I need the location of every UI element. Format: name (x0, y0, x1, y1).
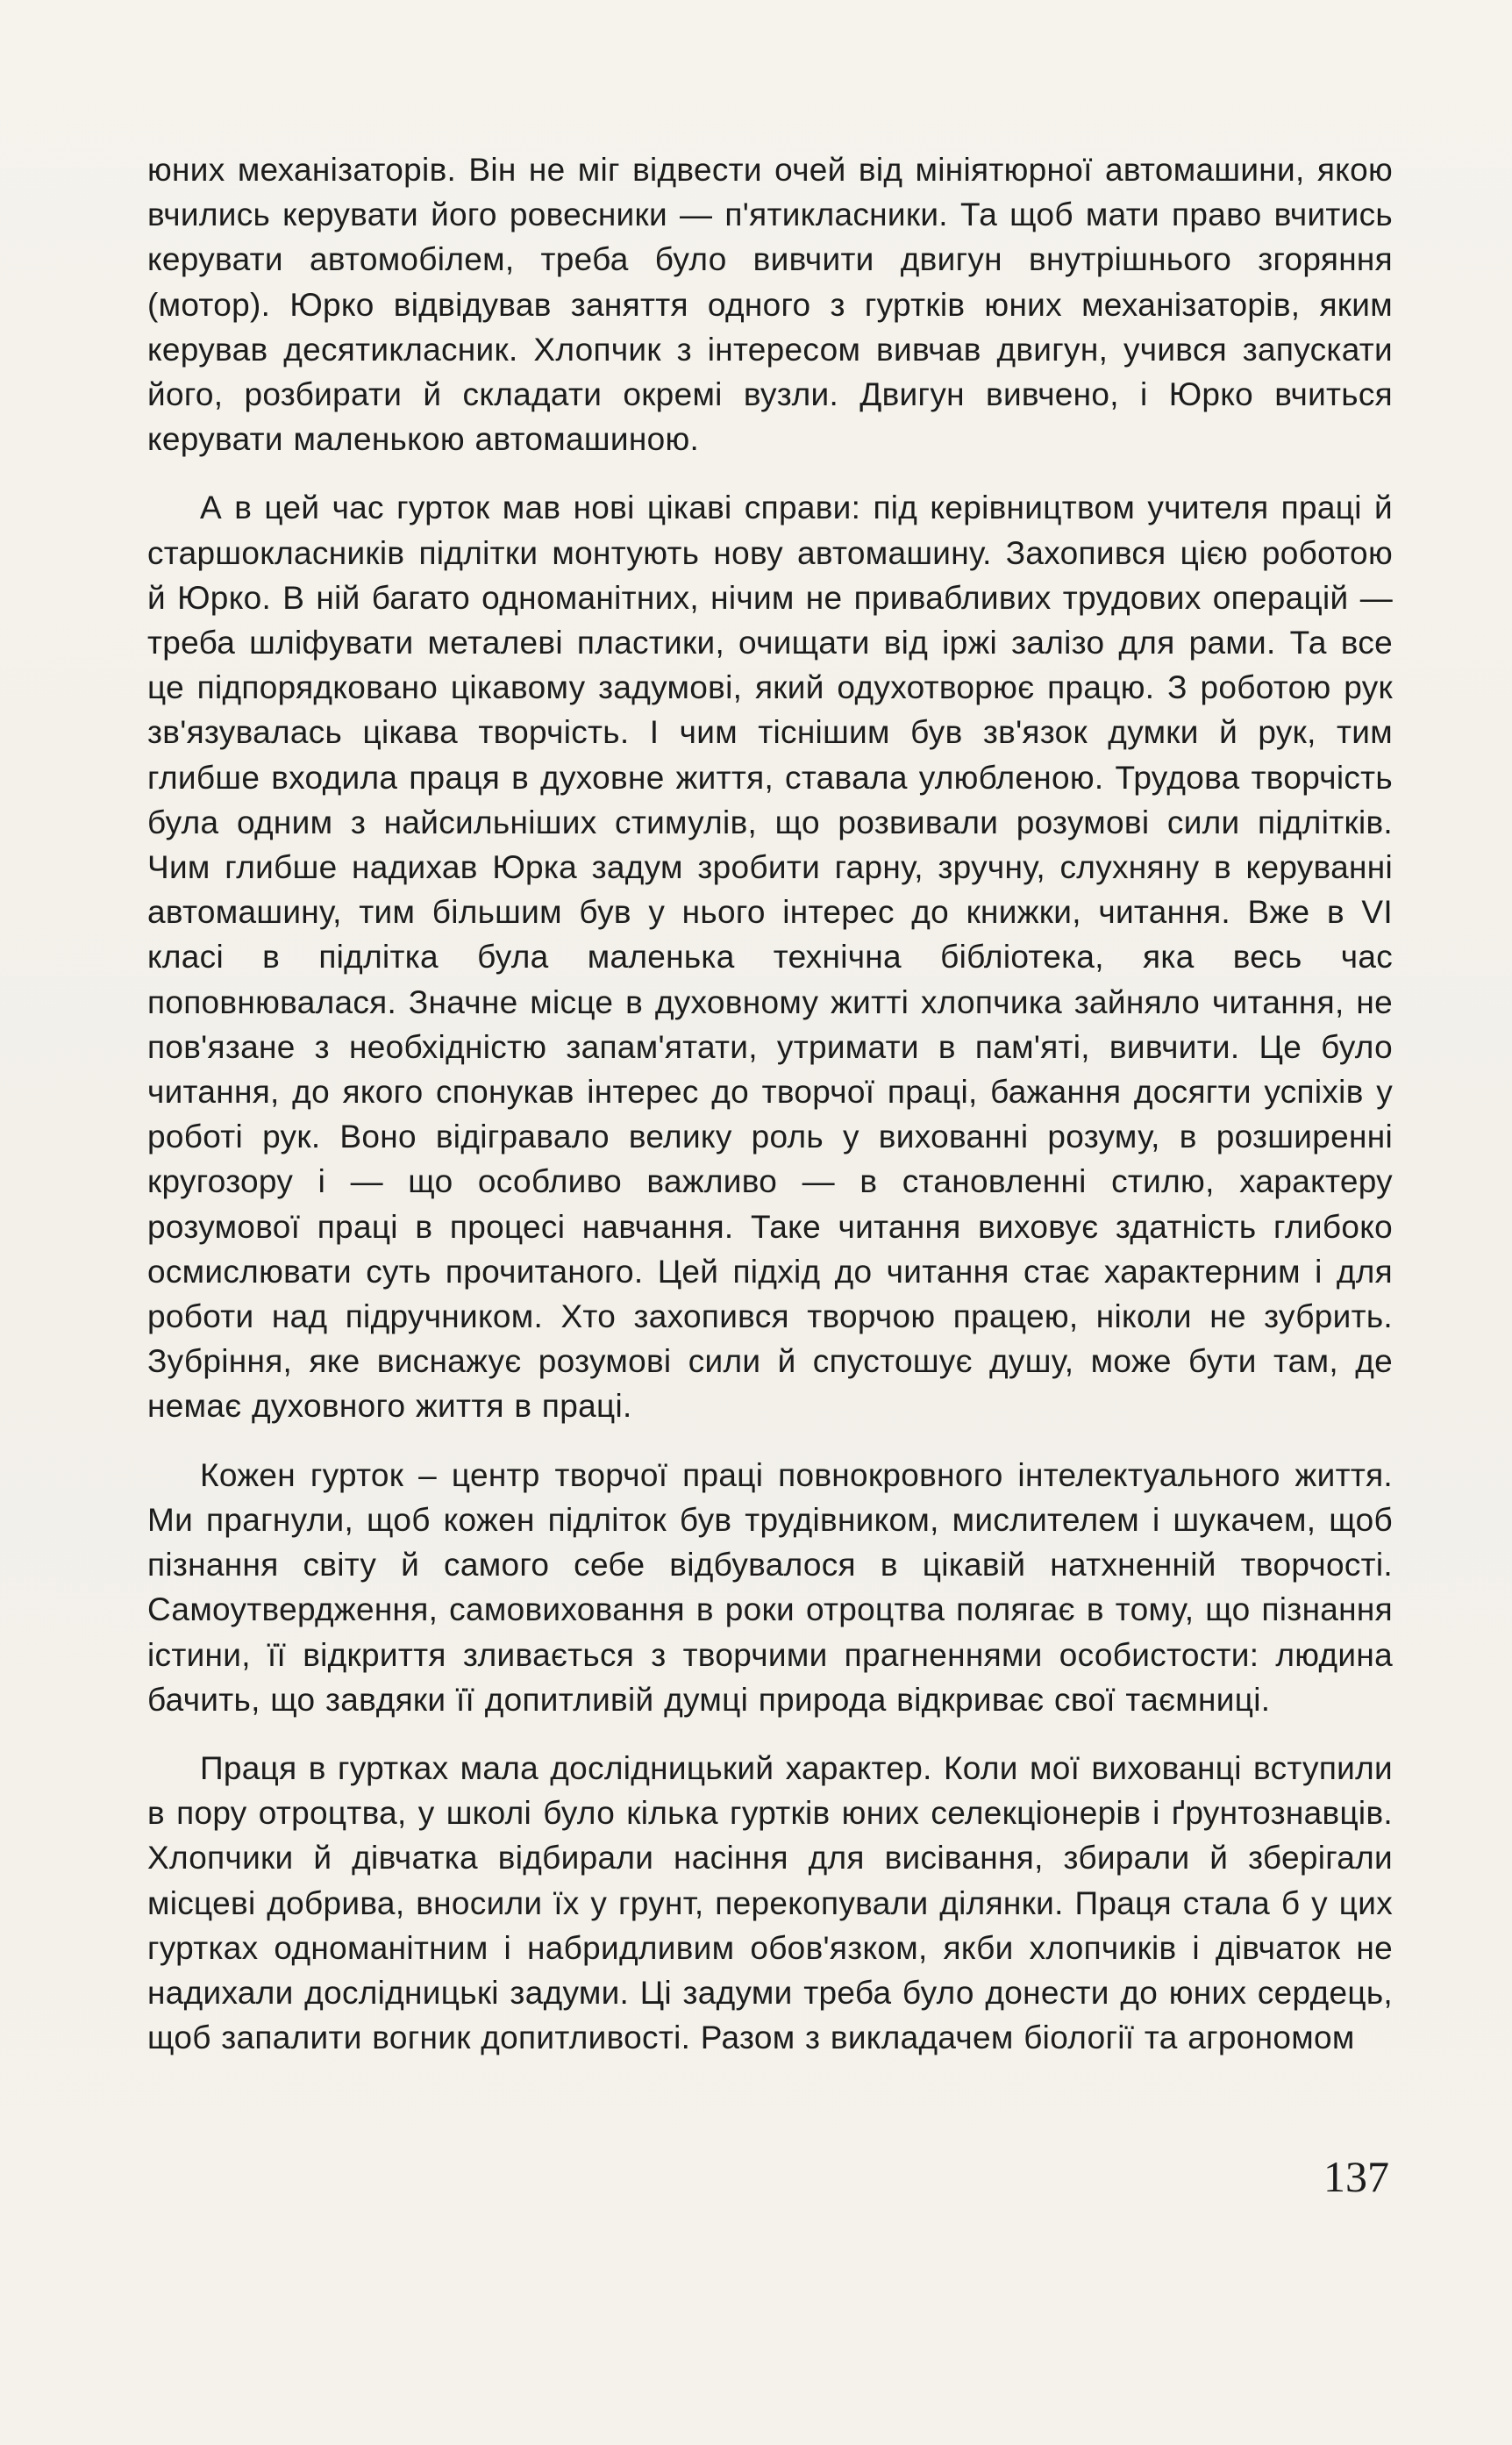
body-text (147, 147, 1393, 2084)
paragraph-2: А в цей час гурток мав нові цікаві справи: під керівництвом учителя праці й старшокласників підлітки монтують нову автомашину. Захопився цією роботою й Юрко. В ній багато одноманітних, нічим не привабливих трудових операцій — треба шліфувати металеві пластики, очищати від іржі залізо для рами. Та все це підпорядковано цікавому задумові, який одухотворює працю. З роботою рук зв'язувалась цікава творчість. І чим тіснішим був зв'язок думки й рук, тим глибше входила праця в духовне життя, ставала улюбленою. Трудова творчість була одним з найсильніших стимулів, що розвивали розумові сили підлітків. Чим глибше надихав Юрка задум зробити гарну, зручну, слухняну в керуванні автомашину, тим більшим був у нього інтерес до книжки, читання. Вже в VI класі в підлітка була маленька технічна бібліотека, яка весь час поповнювалася. Значне місце в духовному житті хлопчика зайняло читання, не пов'язане з необхідністю запам'ятати, утримати в пам'яті, вивчити. Це було читання, до якого спонукав інтерес до творчої праці, бажання досягти успіхів у роботі рук. Воно відігравало велику роль у вихованні розуму, в розширенні кругозору і — що особливо важливо — в становленні стилю, характеру розумової праці в процесі навчання. Таке читання виховує здатність глибоко осмислювати суть прочитаного. Цей підхід до читання стає характерним і для роботи над підручником. Хто захопився творчою працею, ніколи не зубрить. Зубріння, яке виснажує розумові сили й спустошує душу, може бути там, де немає духовного життя в праці. (147, 490, 1393, 1425)
paragraph-4: Праця в гуртках мала дослідницький характер. Коли мої вихованці вступили в пору отроцтва, у школі було кілька гуртків юних селекціонерів і ґрунтознавців. Хлопчики й дівчатка відбирали насіння для висівання, збирали й зберігали місцеві добрива, вносили їх у грунт, перекопували ділянки. Праця стала б у цих гуртках одноманітним і набридливим обов'язком, якби хлопчиків і дівчаток не надихали дослідницькі задуми. Ці задуми треба було донести до юних сердець, щоб запалити вогник допитливості. Разом з викладачем біології та агрономом (147, 1749, 1393, 2056)
paragraph-3: Кожен гурток – центр творчої праці повнокровного інтелектуального життя. Ми прагнули, щоб кожен підліток був трудівником, мислителем і шукачем, щоб пізнання світу й самого себе відбувалося в цікавій натхненній творчості. Самоутвердження, самовиховання в роки отроцтва полягає в тому, що пізнання істини, її відкриття зливається з творчими прагненнями особистости: людина бачить, що завдяки її допитливій думці природа відкриває свої таємниці. (147, 1456, 1393, 1718)
paragraph-1: юних механізаторів. Він не міг відвести очей від мініятюрної автомашини, якою вчились керувати його ровесники — п'ятикласники. Та щоб мати право вчитись керувати автомобілем, треба було вивчити двигун внутрішнього згоряння (мотор). Юрко відвідував заняття одного з гуртків юних механізаторів, яким керував десятикласник. Хлопчик з інтересом вивчав двигун, учився запускати його, розбирати й складати окремі вузли. Двигун вивчено, і Юрко вчиться керувати маленькою автомашиною. (147, 152, 1393, 458)
page-number: 137 (1323, 2152, 1389, 2201)
